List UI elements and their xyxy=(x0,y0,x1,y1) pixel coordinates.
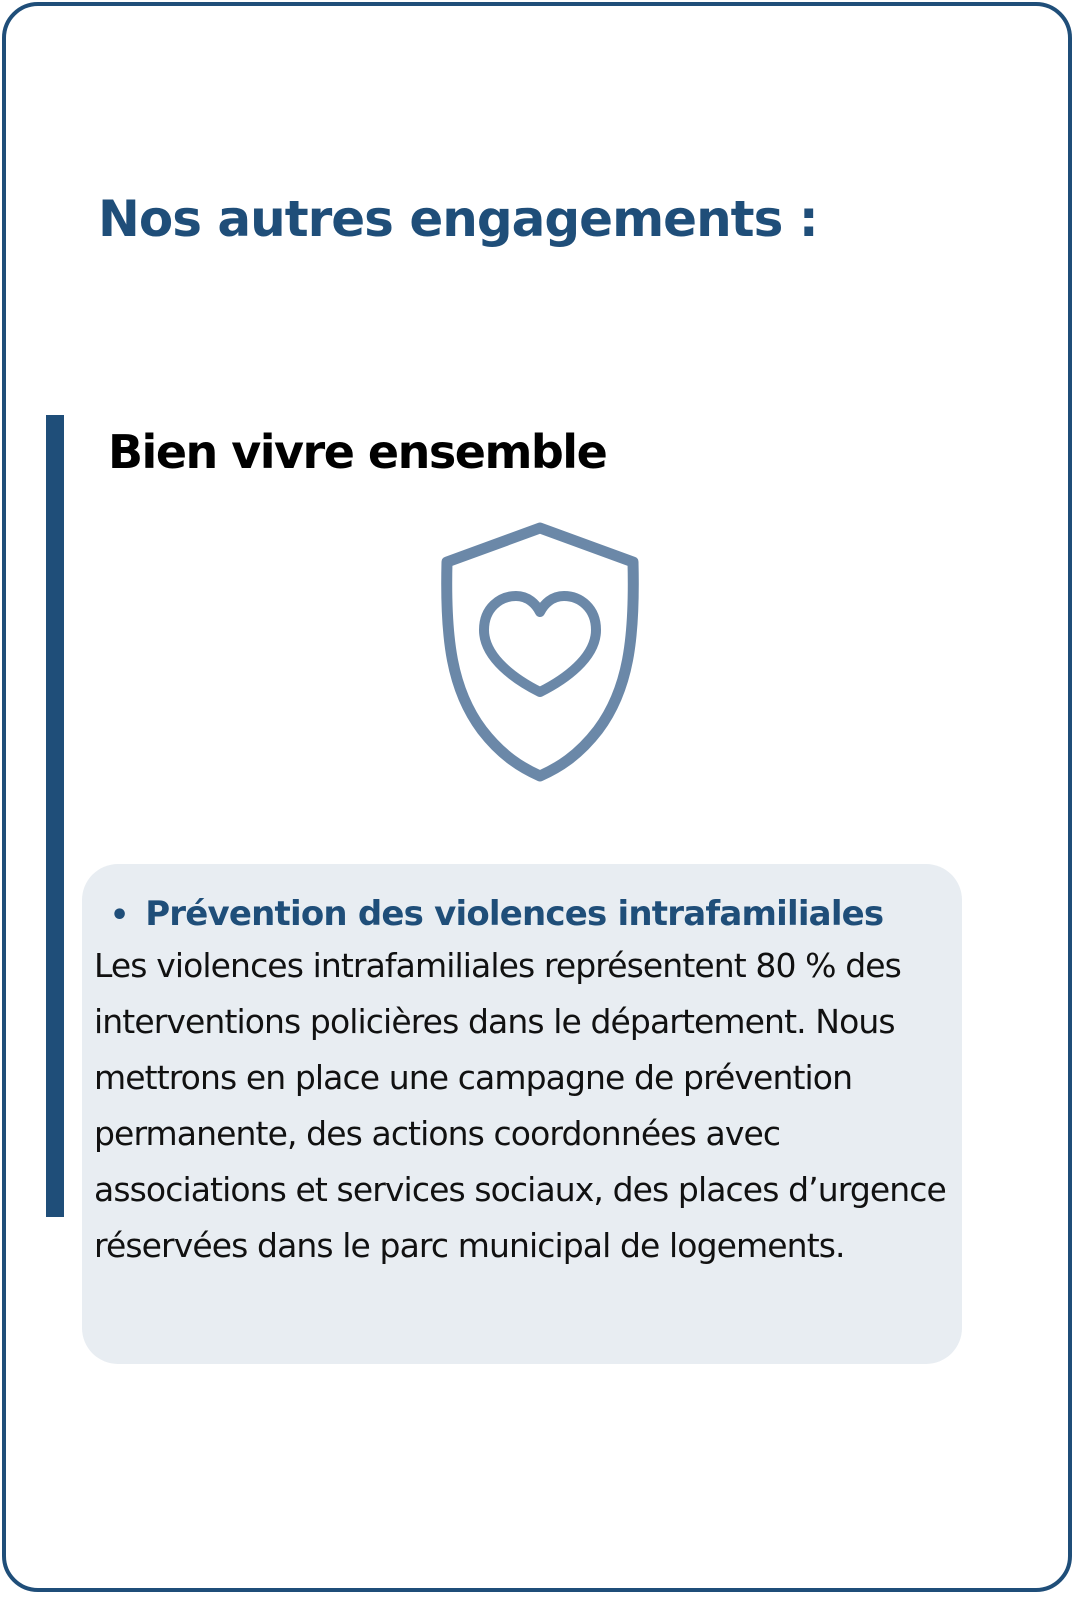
section-accent-bar xyxy=(46,415,64,1217)
item-title: Prévention des violences intrafamiliales xyxy=(145,894,884,934)
list-item xyxy=(110,894,950,934)
info-box xyxy=(82,864,962,1364)
section-title: Bien vivre ensemble xyxy=(108,425,607,479)
page-title: Nos autres engagements : xyxy=(98,190,818,248)
item-body: Les violences intrafamiliales représentent 80 % des interventions policières dans le département. Nous mettrons en place une campagne de prévention permanente, des actions coordonnées avec associations et services sociaux, des places d’urgence réservées dans le parc municipal de logements. xyxy=(94,946,946,1265)
bullet-icon: • xyxy=(110,898,130,933)
shield-heart-icon xyxy=(428,520,652,782)
